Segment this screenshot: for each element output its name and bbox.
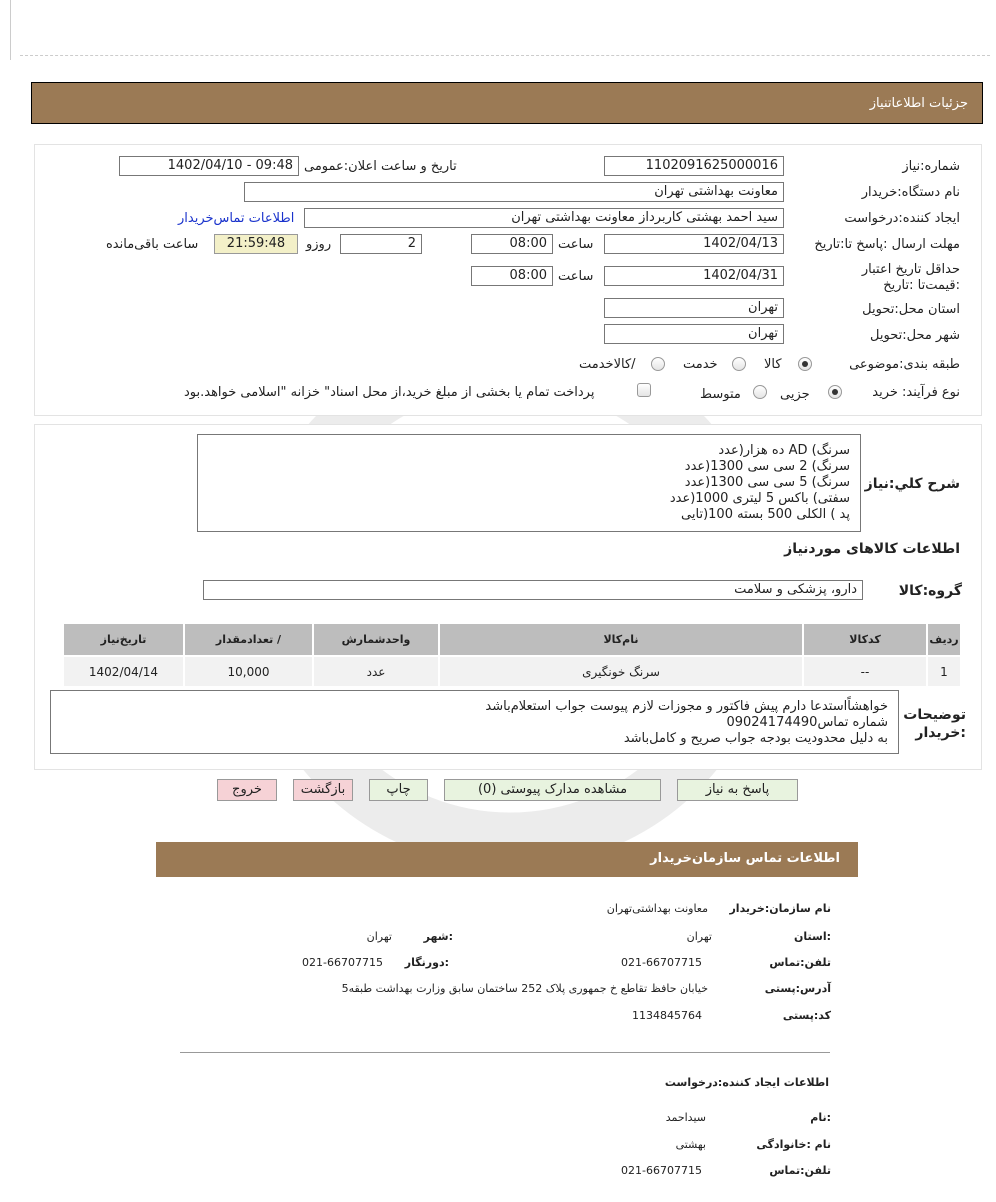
deadline-time-field: 08:00 <box>471 234 553 254</box>
category-radio-both[interactable] <box>651 357 665 371</box>
cell-quantity: 10,000 <box>184 656 313 687</box>
creator-label: ایجاد کننده:درخواست <box>844 211 960 226</box>
cell-date: 1402/04/14 <box>63 656 184 687</box>
cell-unit: عدد <box>313 656 439 687</box>
creator-field: سید احمد بهشتی کاربرداز معاونت بهداشتی تهران <box>304 208 784 228</box>
validity-time-label: ساعت <box>558 269 594 284</box>
deadline-label: مهلت ارسال :پاسخ تا:تاریخ <box>814 237 960 252</box>
treasury-payment-checkbox[interactable] <box>637 383 651 397</box>
buyer-notes-box <box>50 690 899 754</box>
creator-phone-label: تلفن:تماس <box>769 1164 831 1177</box>
table-header-row <box>63 623 961 656</box>
contact-title: اطلاعات تماس سازمان‌خریدار <box>650 851 840 866</box>
page-header <box>31 82 983 124</box>
category-option-both: /کالاخدمت <box>579 357 636 372</box>
category-option-service: خدمت <box>683 357 718 372</box>
summary-textbox <box>197 434 861 532</box>
category-radio-service[interactable] <box>732 357 746 371</box>
col-header-code: کدکالا <box>803 623 927 656</box>
province-field: تهران <box>604 298 784 318</box>
treasury-payment-note: پرداخت تمام یا بخشی از مبلغ خرید،از محل اسناد" خزانه "اسلامی خواهد.بود <box>184 385 595 400</box>
contact-fax-label: :دورنگار <box>404 956 449 969</box>
col-header-row-no: ردیف <box>927 623 961 656</box>
creator-name-value: سیداحمد <box>665 1111 706 1124</box>
summary-line: سفتی) باکس 5 لیتری 1000(عدد <box>669 491 850 506</box>
buyer-contact-link[interactable]: اطلاعات تماس‌خریدار <box>178 211 295 226</box>
col-header-name: نام‌کالا <box>439 623 803 656</box>
creator-family-label: نام :خانوادگی <box>756 1138 831 1151</box>
top-divider <box>20 55 990 56</box>
table-row <box>63 656 961 687</box>
left-border-line <box>10 0 11 60</box>
attachments-button[interactable]: مشاهده مدارک پیوستی (0) <box>444 779 661 801</box>
buyer-notes-label: توضیحات :خریدار <box>903 707 966 741</box>
contact-address-label: آدرس:پستی <box>764 982 831 995</box>
cell-code: -- <box>803 656 927 687</box>
summary-label: شرح کلي:نياز <box>864 476 960 492</box>
buyer-notes-line: خواهشاًاستدعا دارم پیش فاکتور و مجوزات لازم پیوست جواب استعلام‌باشد <box>485 699 888 714</box>
contact-address-value: خیابان حافظ تقاطع خ جمهوری پلاک 252 ساختمان سابق وزارت بهداشت طبقه5 <box>341 982 708 995</box>
creator-info-title: اطلاعات ایجاد کننده:درخواست <box>664 1076 829 1089</box>
announce-label: تاریخ و ساعت اعلان:عمومی <box>304 159 457 174</box>
creator-family-value: بهشتی <box>675 1138 706 1151</box>
col-header-unit: واحدشمارش <box>313 623 439 656</box>
goods-table <box>62 622 962 688</box>
deadline-time-label: ساعت <box>558 237 594 252</box>
remaining-label: ساعت باقی‌مانده <box>106 237 199 252</box>
contact-province-value: تهران <box>686 930 712 943</box>
contact-city-value: تهران <box>366 930 392 943</box>
buyer-org-label: نام دستگاه:خریدار <box>861 185 960 200</box>
contact-city-label: :شهر <box>423 930 453 943</box>
contact-postal-label: کد:پستی <box>782 1009 831 1022</box>
contact-postal-value: 1134845764 <box>632 1009 702 1022</box>
goods-group-field: دارو، پزشکی و سلامت <box>203 580 863 600</box>
contact-fax-value: 021-66707715 <box>302 956 383 969</box>
validity-label: حداقل تاریخ اعتبار :قیمت‌تا :تاریخ <box>861 262 960 293</box>
buyer-notes-line: شماره تماس09024174490 <box>726 715 888 730</box>
days-field: 2 <box>340 234 422 254</box>
goods-group-label: گروه:کالا <box>898 583 962 599</box>
cell-name: سرنگ خونگیری <box>439 656 803 687</box>
need-number-label: شماره:نیاز <box>902 159 960 174</box>
contact-province-label: :استان <box>794 930 831 943</box>
contact-org-value: معاونت بهداشتی‌تهران <box>606 902 708 915</box>
category-label: طبقه بندی:موضوعی <box>849 357 960 372</box>
category-option-goods: کالا <box>764 357 782 372</box>
goods-info-title: اطلاعات کالاهای موردنیاز <box>784 541 960 557</box>
process-radio-medium[interactable] <box>753 385 767 399</box>
print-button[interactable]: چاپ <box>369 779 428 801</box>
need-number-field: 1102091625000016 <box>604 156 784 176</box>
contact-phone-value: 021-66707715 <box>621 956 702 969</box>
summary-line: سرنگ) 5 سی سی 1300(عدد <box>684 475 850 490</box>
reply-button[interactable]: پاسخ به نیاز <box>677 779 798 801</box>
days-label: روزو <box>306 237 332 252</box>
remaining-time-field: 21:59:48 <box>214 234 298 254</box>
summary-line: سرنگ) AD ده هزار(عدد <box>718 443 850 458</box>
category-radio-goods[interactable] <box>798 357 812 371</box>
deadline-date-field: 1402/04/13 <box>604 234 784 254</box>
contact-header <box>156 842 858 877</box>
process-label: نوع فرآیند: خرید <box>872 385 960 400</box>
back-button[interactable]: بازگشت <box>293 779 353 801</box>
city-label: شهر محل:تحویل <box>870 328 960 343</box>
province-label: استان محل:تحویل <box>862 302 960 317</box>
process-option-minor: جزیی <box>780 387 810 402</box>
exit-button[interactable]: خروج <box>217 779 277 801</box>
contact-org-label: نام سازمان:خریدار <box>729 902 831 915</box>
validity-date-field: 1402/04/31 <box>604 266 784 286</box>
announce-field: 1402/04/10 - 09:48 <box>119 156 299 176</box>
process-option-medium: متوسط <box>700 387 741 402</box>
city-field: تهران <box>604 324 784 344</box>
process-radio-minor[interactable] <box>828 385 842 399</box>
col-header-quantity: / تعدادمقدار <box>184 623 313 656</box>
contact-divider <box>180 1052 830 1053</box>
col-header-date: تاریخ‌نیاز <box>63 623 184 656</box>
creator-name-label: :نام <box>810 1111 831 1124</box>
validity-time-field: 08:00 <box>471 266 553 286</box>
summary-line: سرنگ) 2 سی سی 1300(عدد <box>684 459 850 474</box>
contact-phone-label: تلفن:تماس <box>769 956 831 969</box>
page-title: جزئیات اطلاعاتنیاز <box>869 96 968 111</box>
buyer-org-field: معاونت بهداشتی تهران <box>244 182 784 202</box>
summary-line: پد ) الکلی 500 بسته 100(تایی <box>681 507 850 522</box>
buyer-notes-line: به دلیل محدودیت بودجه جواب صریح و کامل‌باشد <box>623 731 888 746</box>
cell-row-no: 1 <box>927 656 961 687</box>
creator-phone-value: 021-66707715 <box>621 1164 702 1177</box>
